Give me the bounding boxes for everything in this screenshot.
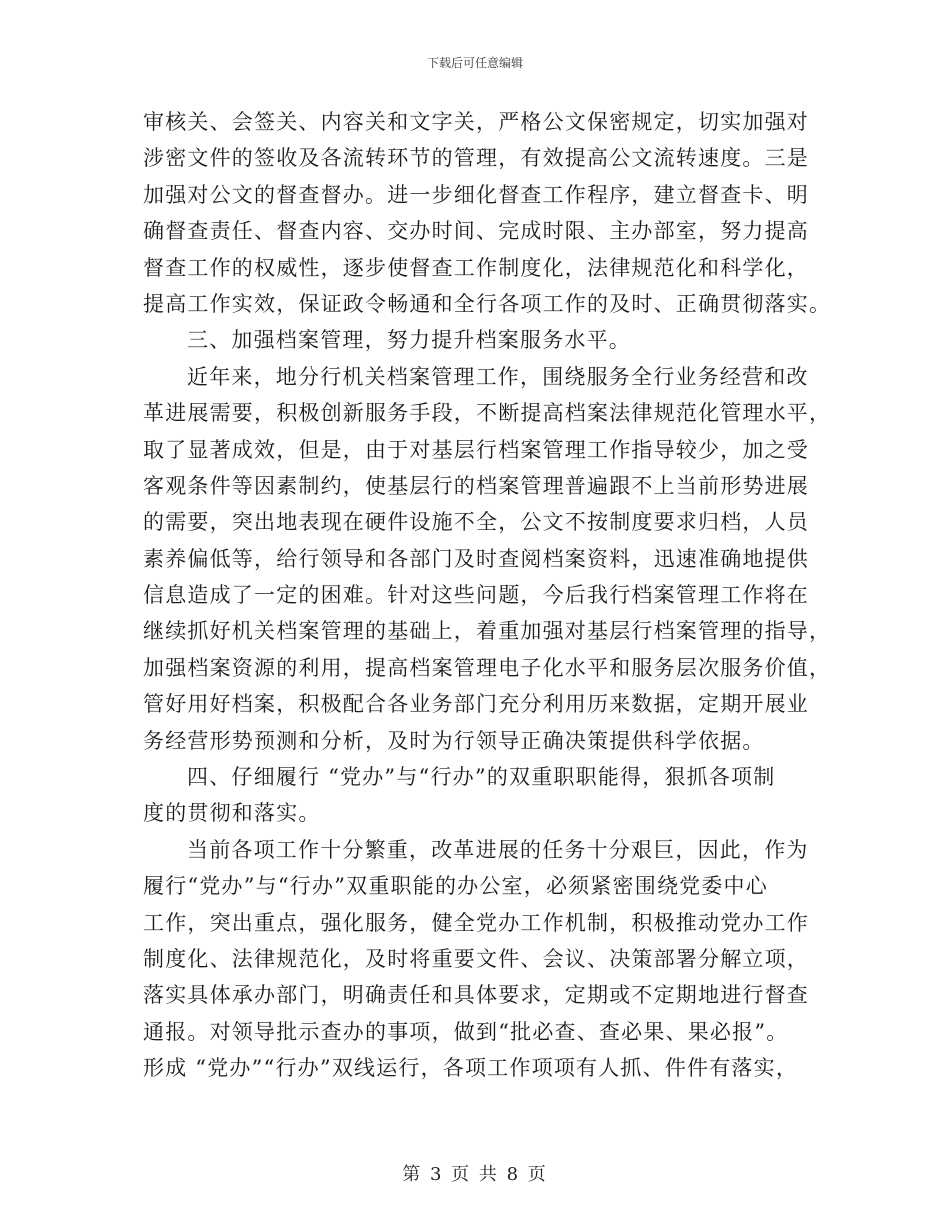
text-line: 确督查责任、督查内容、交办时间、完成时限、主办部室，努力提高	[143, 219, 809, 244]
text-line: 工作，突出重点，强化服务，健全党办工作机制，积极推动党办工作	[143, 910, 809, 935]
text-line: 素养偏低等，给行领导和各部门及时查阅档案资料，迅速准确地提供	[143, 546, 809, 571]
text-line: 当前各项工作十分繁重，改革进展的任务十分艰巨，因此，作为	[187, 837, 809, 862]
page-number-footer: 第 3 页 共 8 页	[402, 1164, 548, 1185]
text-line: 信息造成了一定的困难。针对这些问题，今后我行档案管理工作将在	[143, 583, 809, 608]
text-line: 提高工作实效，保证政令畅通和全行各项工作的及时、正确贯彻落实。	[143, 291, 832, 316]
text-line: 制度化、法律规范化，及时将重要文件、会议、决策部署分解立项，	[143, 946, 809, 971]
text-line: 务经营形势预测和分析，及时为行领导正确决策提供科学依据。	[143, 728, 765, 753]
text-line: 加强档案资源的利用，提高档案管理电子化水平和服务层次服务价值，	[143, 655, 832, 680]
text-line: 的需要，突出地表现在硬件设施不全，公文不按制度要求归档，人员	[143, 510, 809, 535]
text-line: 涉密文件的签收及各流转环节的管理，有效提高公文流转速度。三是	[143, 146, 809, 171]
section-heading-continued: 度的贯彻和落实。	[143, 801, 321, 826]
text-line: 革进展需要，积极创新服务手段，不断提高档案法律规范化管理水平，	[143, 401, 832, 426]
page-header: 下载后可任意编辑	[426, 56, 523, 70]
text-line: 落实具体承办部门，明确责任和具体要求，定期或不定期地进行督查	[143, 983, 809, 1008]
section-heading: 四、仔细履行 “党办”与“行办”的双重职职能得，狠抓各项制	[187, 765, 776, 790]
text-line: 管好用好档案，积极配合各业务部门充分利用历来数据，定期开展业	[143, 692, 809, 717]
text-line: 近年来，地分行机关档案管理工作，围绕服务全行业务经营和改	[187, 364, 809, 389]
text-line: 通报。对领导批示查办的事项，做到“批必查、查必果、果必报”。	[143, 1019, 789, 1044]
section-heading: 三、加强档案管理，努力提升档案服务水平。	[187, 328, 631, 353]
text-line: 审核关、会签关、内容关和文字关，严格公文保密规定，切实加强对	[143, 110, 809, 134]
text-line: 督查工作的权威性，逐步使督查工作制度化，法律规范化和科学化，	[143, 255, 809, 280]
text-line: 形成 “党办”“行办”双线运行，各项工作项项有人抓、件件有落实，	[143, 1056, 799, 1081]
document-body	[143, 104, 832, 1087]
text-line: 履行“党办”与“行办”双重职能的办公室，必须紧密围绕党委中心	[143, 874, 768, 899]
text-line: 继续抓好机关档案管理的基础上，着重加强对基层行档案管理的指导，	[143, 619, 832, 644]
text-line: 加强对公文的督查督办。进一步细化督查工作程序，建立督查卡、明	[143, 182, 809, 207]
text-line: 取了显著成效，但是，由于对基层行档案管理工作指导较少，加之受	[143, 437, 809, 462]
text-line: 客观条件等因素制约，使基层行的档案管理普遍跟不上当前形势进展	[143, 473, 809, 498]
